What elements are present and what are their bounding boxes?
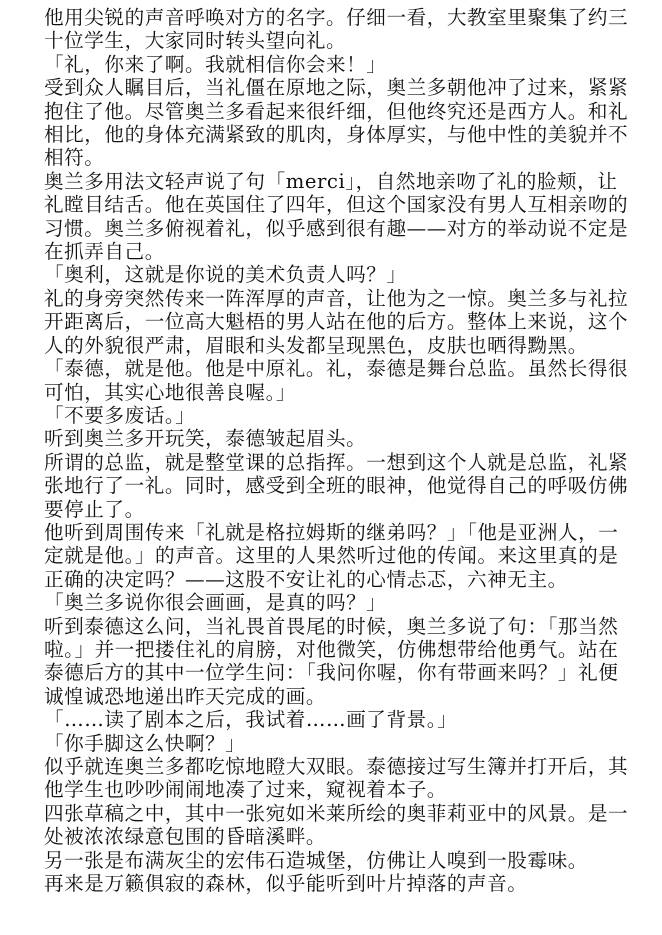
text-line: 受到众人瞩目后，当礼僵在原地之际，奥兰多朝他冲了过来，紧紧 [44, 76, 629, 100]
text-line: 处被浓浓绿意包围的昏暗溪畔。 [44, 825, 327, 849]
text-line: 在抓弄自己。 [44, 240, 165, 264]
text-line: 定就是他。」的声音。这里的人果然听过他的传闻。来这里真的是 [44, 544, 619, 568]
text-line: 听到奥兰多开玩笑，泰德皱起眉头。 [44, 427, 367, 451]
text-line: 再来是万籁俱寂的森林，似乎能听到叶片掉落的声音。 [44, 872, 528, 896]
text-line: 抱住了他。尽管奥兰多看起来很纤细，但他终究还是西方人。和礼 [44, 99, 629, 123]
text-line: 相比，他的身体充满紧致的肌肉，身体厚实，与他中性的美貌并不 [44, 123, 629, 147]
text-line: 泰德后方的其中一位学生问：「我问你喔，你有带画来吗？」礼便 [44, 661, 619, 685]
text-line: 「礼，你来了啊。我就相信你会来！」 [44, 52, 387, 76]
text-line: 啦。」并一把搂住礼的肩膀，对他微笑，仿佛想带给他勇气。站在 [44, 637, 619, 661]
text-line: 诚惶诚恐地递出昨天完成的画。 [44, 684, 327, 708]
text-line: 「奥利，这就是你说的美术负责人吗？」 [44, 263, 407, 287]
text-line: 十位学生，大家同时转头望向礼。 [44, 29, 347, 53]
text-line: 礼的身旁突然传来一阵浑厚的声音，让他为之一惊。奥兰多与礼拉 [44, 286, 629, 310]
text-line: 所谓的总监，就是整堂课的总指挥。一想到这个人就是总监，礼紧 [44, 450, 629, 474]
text-line: 似乎就连奥兰多都吃惊地瞪大双眼。泰德接过写生簿并打开后，其 [44, 755, 629, 778]
text-line: 他学生也吵吵闹闹地凑了过来，窥视着本子。 [44, 778, 447, 802]
text-line: 礼瞠目结舌。他在英国住了四年，但这个国家没有男人互相亲吻的 [44, 193, 629, 217]
text-line: 张地行了一礼。同时，感受到全班的眼神，他觉得自己的呼吸仿佛 [44, 474, 629, 498]
text-line: 四张草稿之中，其中一张宛如米莱所绘的奥菲莉亚中的风景。是一 [44, 801, 629, 825]
text-line: 正确的决定吗？——这股不安让礼的心情忐忑，六神无主。 [44, 567, 568, 591]
text-line: 要停止了。 [44, 497, 145, 521]
text-line: 另一张是布满灰尘的宏伟石造城堡，仿佛让人嗅到一股霉味。 [44, 848, 588, 872]
text-line: 开距离后，一位高大魁梧的男人站在他的后方。整体上来说，这个 [44, 310, 629, 334]
text-line: 「不要多废话。」 [44, 403, 196, 427]
text-line: 「奥兰多说你很会画画，是真的吗？」 [44, 591, 387, 615]
text-line: 「泰德，就是他。他是中原礼。礼，泰德是舞台总监。虽然长得很 [44, 357, 629, 381]
text-line: 「……读了剧本之后，我试着……画了背景。」 [44, 708, 458, 732]
text-line: 奥兰多用法文轻声说了句「merci」，自然地亲吻了礼的脸颊，让 [44, 169, 618, 193]
text-line: 人的外貌很严肃，眉眼和头发都呈现黑色，皮肤也晒得黝黑。 [44, 333, 588, 357]
text-line: 可怕，其实心地很善良喔。」 [44, 380, 297, 404]
text-line: 听到泰德这么问，当礼畏首畏尾的时候，奥兰多说了句：「那当然 [44, 614, 619, 638]
text-line: 他用尖锐的声音呼唤对方的名字。仔细一看，大教室里聚集了约三 [44, 6, 629, 29]
text-line: 相符。 [44, 146, 105, 170]
text-line: 「你手脚这么快啊？」 [44, 731, 246, 755]
text-line: 他听到周围传来「礼就是格拉姆斯的继弟吗？」「他是亚洲人，一 [44, 520, 619, 544]
text-line: 习惯。奥兰多俯视着礼，似乎感到很有趣——对方的举动说不定是 [44, 216, 629, 240]
